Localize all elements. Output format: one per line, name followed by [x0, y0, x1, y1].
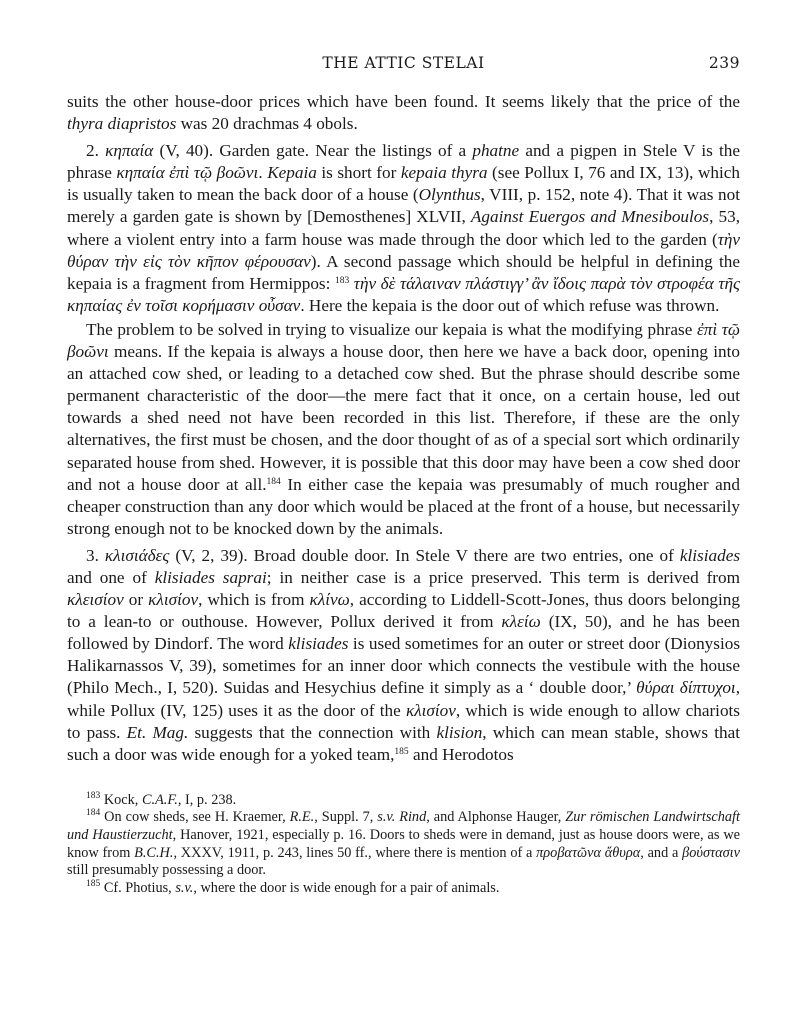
greek-phrase: τὴν θύραν τὴν εἰς τὸν κῆπον φέρουσαν: [67, 229, 740, 271]
text-run: or: [123, 590, 149, 610]
footnote-183: [67, 792, 740, 810]
greek-phrase: ἐπὶ τῷ βοῶνι: [67, 319, 740, 362]
italic-term: Kepaia: [267, 163, 317, 183]
italic-term: klisiades saprai: [154, 567, 267, 587]
footnote-185: [67, 880, 740, 898]
text-run: and one of: [67, 567, 155, 587]
footnote-ref-183[interactable]: 183: [334, 275, 350, 286]
text-run: . Here the kepaia is the door out of which refuse was thrown.: [300, 295, 720, 315]
page-number: 239: [708, 54, 740, 72]
text-run: , which is wide enough to allow chariots to pass.: [67, 700, 741, 742]
text-run: , which is from: [198, 590, 310, 610]
text-run: means. If the kepaia is always a house door, then here we have a back door, opening into an attached cow shed, or leading to a detached cow shed. But the phrase should describe some permanent characteristic of the door—the mere fact that it once, on a certain house, led out towards a shed need not have been recorded in this list. Therefore, if these are the only alternatives, the first must be chosen, and the door thought of as of a special sort which ordinarily separated house from shed. However, it is possible that this door may have been a cow shed door and not a house door at all.: [67, 342, 740, 494]
greek-term: κλισίον: [405, 700, 456, 720]
italic-abbrev: C.A.F.: [141, 791, 178, 808]
section-number: 2.: [86, 141, 106, 161]
italic-title: Against Euergos and Mnesiboulos: [470, 207, 710, 227]
text-run: is used sometimes for an outer or street door (Dionysios Halikarnassos V, 39), sometimes for an inner door which connects the vestibule with the house (Philo Mech., I, 520). Suidas and Hesychius define it simply as a ‘ double door,’: [67, 634, 741, 698]
text-run: The problem to be solved in trying to visualize our kepaia is what the modifying phrase: [86, 319, 697, 339]
italic-abbrev: R.E.: [289, 809, 315, 826]
italic-term: klisiades: [288, 634, 349, 654]
running-header: [67, 50, 740, 78]
text-run: ; in neither case is a price preserved. This term is derived from: [266, 567, 740, 587]
text-run: , and a: [640, 844, 683, 861]
text-run: .: [258, 163, 268, 183]
text-run: and a pigpen in Stele V is the phrase: [67, 141, 741, 183]
body-text: [67, 91, 740, 766]
text-run: In either case the kepaia was presumably of much rougher and cheaper construction than any door which would be placed at the front of a house, but necessarily strong enough not to be knocked down by the animals.: [67, 474, 740, 538]
text-run: , XXXV, 1911, p. 243, lines 50 ff., where there is mention of a: [173, 844, 537, 861]
paragraph-1: [67, 91, 740, 135]
text-run: Cf. Photius,: [100, 879, 176, 896]
greek-term: κλίνω: [309, 590, 350, 610]
italic-abbrev: s.v. Rind: [377, 809, 427, 826]
text-run: was 20 drachmas 4 obols.: [176, 114, 358, 134]
text-run: , Suppl. 7,: [314, 809, 378, 826]
text-run: , while Pollux (IV, 125) uses it as the door of the: [67, 678, 740, 720]
footnotes: [67, 792, 740, 898]
text-run: , Hanover, 1921, especially p. 16. Doors to sheds were in demand, just as house doors were, as we know from: [67, 827, 740, 861]
text-run: suggests that the connection with: [188, 722, 437, 742]
italic-term: klision: [436, 722, 483, 742]
footnote-number: 185: [86, 878, 101, 889]
footnote-ref-185[interactable]: 185: [394, 746, 409, 757]
italic-term: kepaia thyra: [400, 163, 488, 183]
greek-quotation: τὴν δὲ τάλαιναν πλάστιγγ’ ἂν ἴδοις παρὰ τὸν στροφέα τῆς κηπαίας ἐν τοῖσι κορήμασιν οὖσαν: [67, 273, 740, 315]
footnote-number: 184: [86, 808, 101, 819]
italic-term: klisiades: [679, 545, 741, 565]
paragraph-4-klisiades: [67, 545, 740, 766]
footnote-ref-184[interactable]: 184: [266, 476, 281, 487]
italic-abbrev: s.v.: [175, 879, 194, 896]
text-run: , I, p. 238.: [177, 791, 237, 808]
italic-term: phatne: [472, 141, 520, 161]
italic-abbrev: B.C.H.: [134, 844, 174, 861]
text-run: ). A second passage which should be helpful in defining the kepaia is a fragment from Hermippos:: [67, 251, 741, 293]
footnote-184: [67, 809, 740, 879]
text-run: (see Pollux I, 76 and IX, 13), which is usually taken to mean the back door of a house (: [67, 163, 740, 205]
greek-term: βούστασιν: [682, 844, 740, 861]
greek-phrase: κηπαία ἐπὶ τῷ βοῶνι: [116, 163, 259, 183]
italic-term: thyra diapristos: [67, 114, 177, 134]
footnote-number: 183: [86, 790, 101, 801]
text-run: and Herodotos: [408, 744, 514, 764]
text-run: (IX, 50), and he has been followed by Dindorf. The word: [67, 612, 740, 654]
greek-term: κλισιάδες: [104, 545, 170, 565]
text-run: is short for: [316, 163, 401, 183]
page: [67, 50, 740, 897]
text-run: Kock,: [100, 791, 142, 808]
text-run: , and Alphonse Hauger,: [426, 809, 566, 826]
greek-term: κηπαία: [105, 141, 154, 161]
text-run: (V, 40). Garden gate. Near the listings of a: [153, 141, 473, 161]
text-run: (V, 2, 39). Broad double door. In Stele V there are two entries, one of: [169, 545, 680, 565]
paragraph-3-problem: [67, 319, 740, 540]
greek-phrase: θύραι δίπτυχοι: [636, 678, 736, 698]
italic-title: Et. Mag.: [126, 722, 189, 742]
text-run: still presumably possessing a door.: [67, 862, 266, 879]
text-run: On cow sheds, see H. Kraemer,: [100, 809, 290, 826]
running-title: THE ATTIC STELAI: [322, 54, 485, 72]
italic-title: Zur römischen Landwirtschaft und Haustierzucht: [67, 809, 740, 843]
greek-term: κλισίον: [148, 590, 199, 610]
greek-term: κλείω: [501, 612, 541, 632]
paragraph-2-kepaia: [67, 140, 740, 317]
section-number: 3.: [86, 545, 105, 565]
text-run: suits the other house-door prices which have been found. It seems likely that the price of the: [67, 92, 740, 111]
italic-title: Olynthus: [418, 185, 481, 205]
text-run: , which can mean stable, shows that such a door was wide enough for a yoked team,: [67, 722, 741, 764]
text-run: , according to Liddell-Scott-Jones, thus doors belonging to a lean-to or outhouse. However, Pollux derived it from: [67, 590, 740, 632]
greek-term: κλεισίον: [67, 590, 124, 610]
text-run: , VIII, p. 152, note 4). That it was not merely a garden gate is shown by [Demosthenes] XLVII,: [67, 185, 740, 227]
text-run: , where the door is wide enough for a pair of animals.: [193, 879, 500, 896]
text-run: , 53, where a violent entry into a farm house was made through the door which led to the garden (: [67, 207, 740, 249]
greek-phrase: προβατῶνα ἄθυρα: [536, 844, 641, 861]
